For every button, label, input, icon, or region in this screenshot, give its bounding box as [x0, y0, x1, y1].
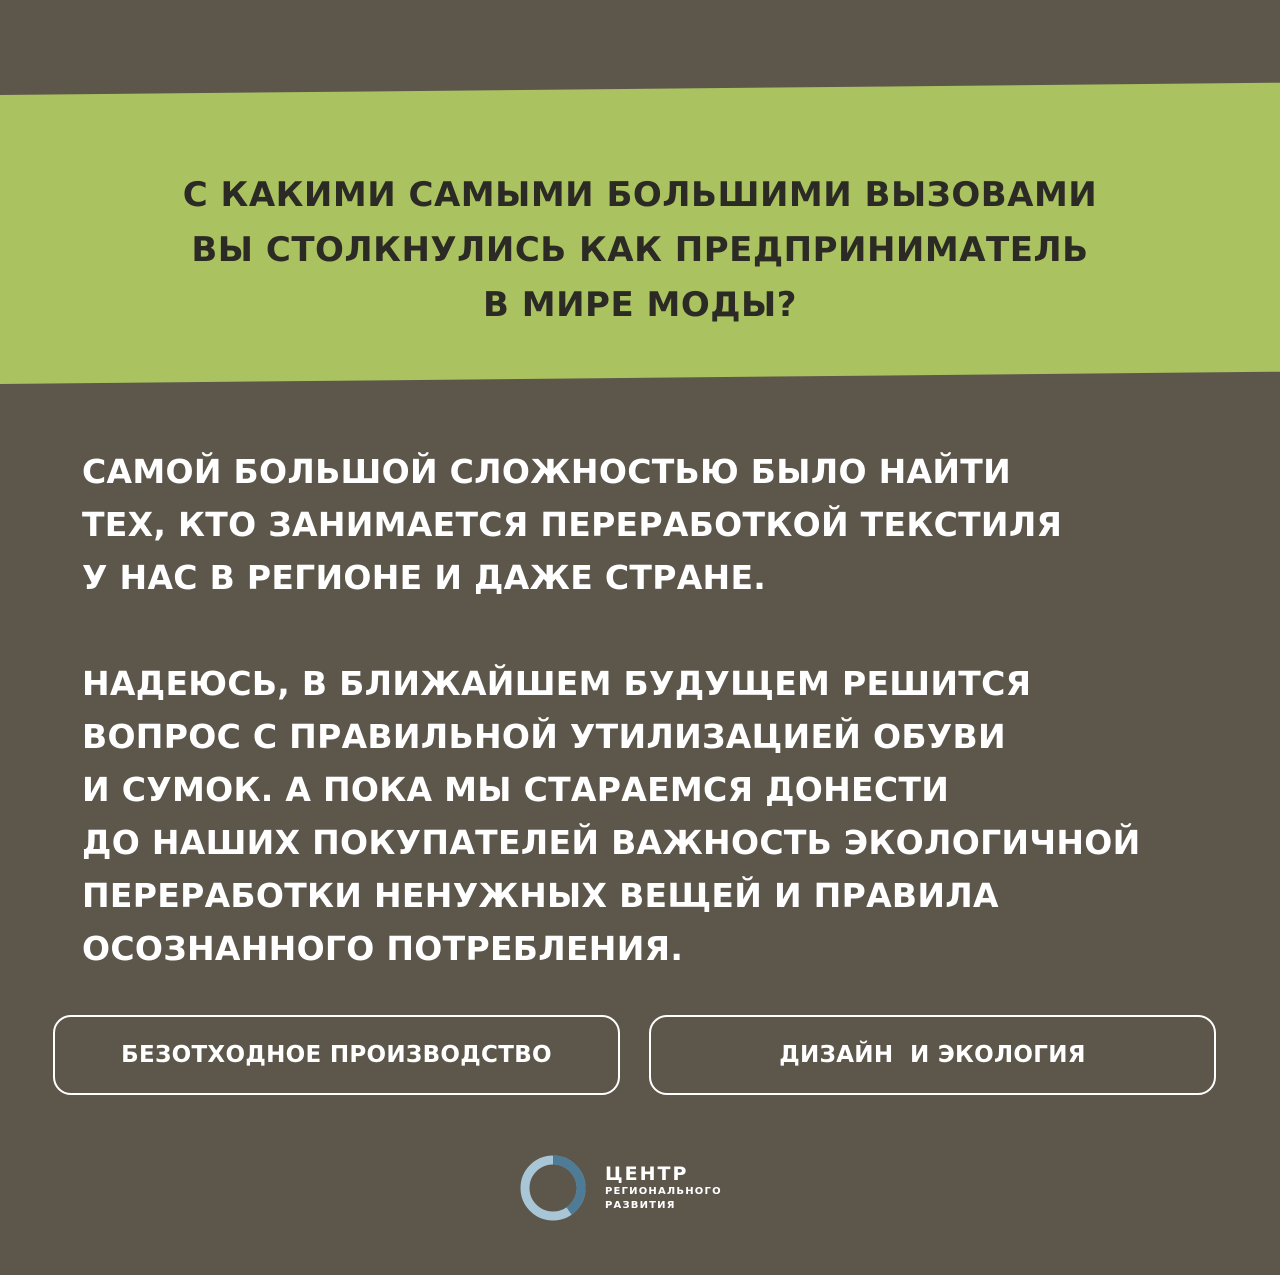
logo-line-1: ЦЕНТР	[605, 1163, 689, 1185]
tag-zero-waste-production: БЕЗОТХОДНОЕ ПРОИЗВОДСТВО	[53, 1015, 620, 1095]
answer-line: У НАС В РЕГИОНЕ И ДАЖЕ СТРАНЕ.	[82, 558, 767, 597]
logo-text	[605, 1163, 722, 1213]
answer-paragraph-2	[82, 657, 1262, 975]
question-line: В МИРЕ МОДЫ?	[483, 285, 797, 325]
answer-line: ДО НАШИХ ПОКУПАТЕЛЕЙ ВАЖНОСТЬ ЭКОЛОГИЧНОЙ	[82, 823, 1141, 862]
logo	[517, 1152, 722, 1224]
ring-logo-icon	[517, 1152, 589, 1224]
question-line: С КАКИМИ САМЫМИ БОЛЬШИМИ ВЫЗОВАМИ	[182, 175, 1098, 215]
answer-text	[82, 445, 1262, 975]
answer-line: ТЕХ, КТО ЗАНИМАЕТСЯ ПЕРЕРАБОТКОЙ ТЕКСТИЛЯ	[82, 505, 1063, 544]
answer-line: ОСОЗНАННОГО ПОТРЕБЛЕНИЯ.	[82, 929, 684, 968]
question-line: ВЫ СТОЛКНУЛИСЬ КАК ПРЕДПРИНИМАТЕЛЬ	[191, 230, 1089, 270]
answer-line: САМОЙ БОЛЬШОЙ СЛОЖНОСТЬЮ БЫЛО НАЙТИ	[82, 452, 1012, 491]
answer-paragraph-1	[82, 445, 1262, 604]
answer-line: И СУМОК. А ПОКА МЫ СТАРАЕМСЯ ДОНЕСТИ	[82, 770, 950, 809]
answer-line: ВОПРОС С ПРАВИЛЬНОЙ УТИЛИЗАЦИЕЙ ОБУВИ	[82, 717, 1006, 756]
tag-design-and-ecology: ДИЗАЙН И ЭКОЛОГИЯ	[649, 1015, 1216, 1095]
answer-line: НАДЕЮСЬ, В БЛИЖАЙШЕМ БУДУЩЕМ РЕШИТСЯ	[82, 664, 1032, 703]
question-heading	[0, 168, 1280, 333]
logo-line-2: РЕГИОНАЛЬНОГО	[605, 1186, 722, 1197]
answer-line: ПЕРЕРАБОТКИ НЕНУЖНЫХ ВЕЩЕЙ И ПРАВИЛА	[82, 876, 999, 915]
logo-line-3: РАЗВИТИЯ	[605, 1200, 676, 1211]
